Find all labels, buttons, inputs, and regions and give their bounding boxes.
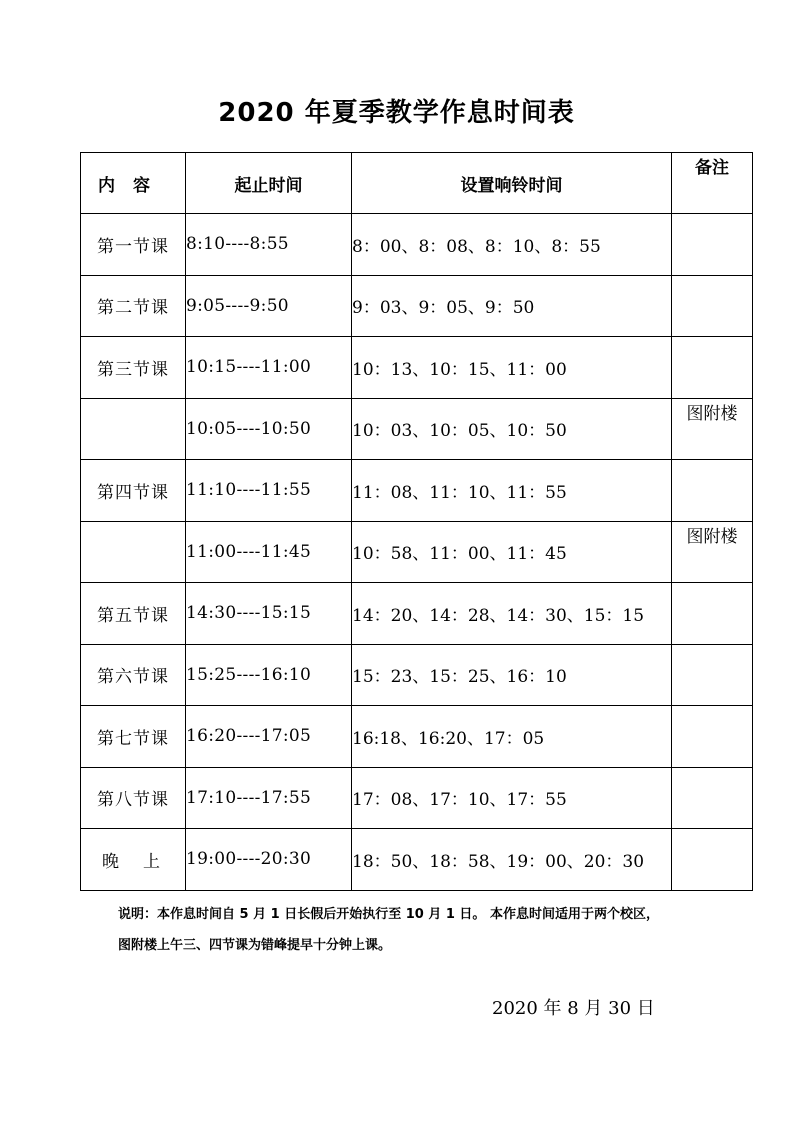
header-content: 内容: [81, 153, 186, 214]
row-name: 第一节课: [81, 214, 186, 276]
explanation-line-2: 图附楼上午三、四节课为错峰提早十分钟上课。: [118, 938, 392, 953]
row-time: 11:00----11:45: [186, 521, 352, 583]
table-row: [81, 706, 753, 768]
row-name: 第八节课: [81, 767, 186, 829]
row-note: 图附楼: [672, 398, 753, 460]
table-row: [81, 767, 753, 829]
row-note: [672, 337, 753, 399]
row-note: [672, 706, 753, 768]
row-bell: 10：03、10：05、10：50: [352, 398, 672, 460]
row-name: [81, 398, 186, 460]
table-row: [81, 460, 753, 522]
table-row: [81, 583, 753, 645]
row-time: 14:30----15:15: [186, 583, 352, 645]
schedule-table: [80, 152, 753, 891]
table-row: [81, 214, 753, 276]
table-row: [81, 275, 753, 337]
table-row: [81, 644, 753, 706]
row-bell: 9：03、9：05、9：50: [352, 275, 672, 337]
row-note: [672, 275, 753, 337]
row-name: 第六节课: [81, 644, 186, 706]
row-time: 10:15----11:00: [186, 337, 352, 399]
row-bell: 18：50、18：58、19：00、20：30: [352, 829, 672, 891]
row-time: 19:00----20:30: [186, 829, 352, 891]
row-bell: 10：58、11：00、11：45: [352, 521, 672, 583]
row-note: [672, 644, 753, 706]
row-note: [672, 460, 753, 522]
row-note: [672, 214, 753, 276]
row-bell: 8：00、8：08、8：10、8：55: [352, 214, 672, 276]
row-note: [672, 767, 753, 829]
row-time: 10:05----10:50: [186, 398, 352, 460]
row-time: 8:10----8:55: [186, 214, 352, 276]
row-bell: 11：08、11：10、11：55: [352, 460, 672, 522]
page-title: 2020 年夏季教学作息时间表: [218, 98, 575, 128]
row-bell: 10：13、10：15、11：00: [352, 337, 672, 399]
row-name: 第五节课: [81, 583, 186, 645]
row-time: 15:25----16:10: [186, 644, 352, 706]
explanation-line-1: 说明：本作息时间自 5 月 1 日长假后开始执行至 10 月 1 日。 本作息时间适用于两个校区，: [118, 907, 659, 922]
row-bell: 15：23、15：25、16：10: [352, 644, 672, 706]
row-name: [81, 521, 186, 583]
row-name: 晚上: [81, 829, 186, 891]
row-time: 16:20----17:05: [186, 706, 352, 768]
document-date: 2020 年 8 月 30 日: [492, 998, 655, 1019]
row-bell: 16:18、16:20、17：05: [352, 706, 672, 768]
header-note: 备注: [672, 153, 753, 214]
row-time: 11:10----11:55: [186, 460, 352, 522]
header-time: 起止时间: [186, 153, 352, 214]
row-time: 17:10----17:55: [186, 767, 352, 829]
row-note: [672, 583, 753, 645]
table-row: [81, 337, 753, 399]
row-name: 第七节课: [81, 706, 186, 768]
table-row: [81, 398, 753, 460]
table-row: [81, 521, 753, 583]
row-name: 第四节课: [81, 460, 186, 522]
row-time: 9:05----9:50: [186, 275, 352, 337]
row-name: 第二节课: [81, 275, 186, 337]
table-row: [81, 829, 753, 891]
row-bell: 14：20、14：28、14：30、15：15: [352, 583, 672, 645]
table-header-row: [81, 153, 753, 214]
header-bell: 设置响铃时间: [352, 153, 672, 214]
row-note: [672, 829, 753, 891]
row-bell: 17：08、17：10、17：55: [352, 767, 672, 829]
row-name: 第三节课: [81, 337, 186, 399]
row-note: 图附楼: [672, 521, 753, 583]
